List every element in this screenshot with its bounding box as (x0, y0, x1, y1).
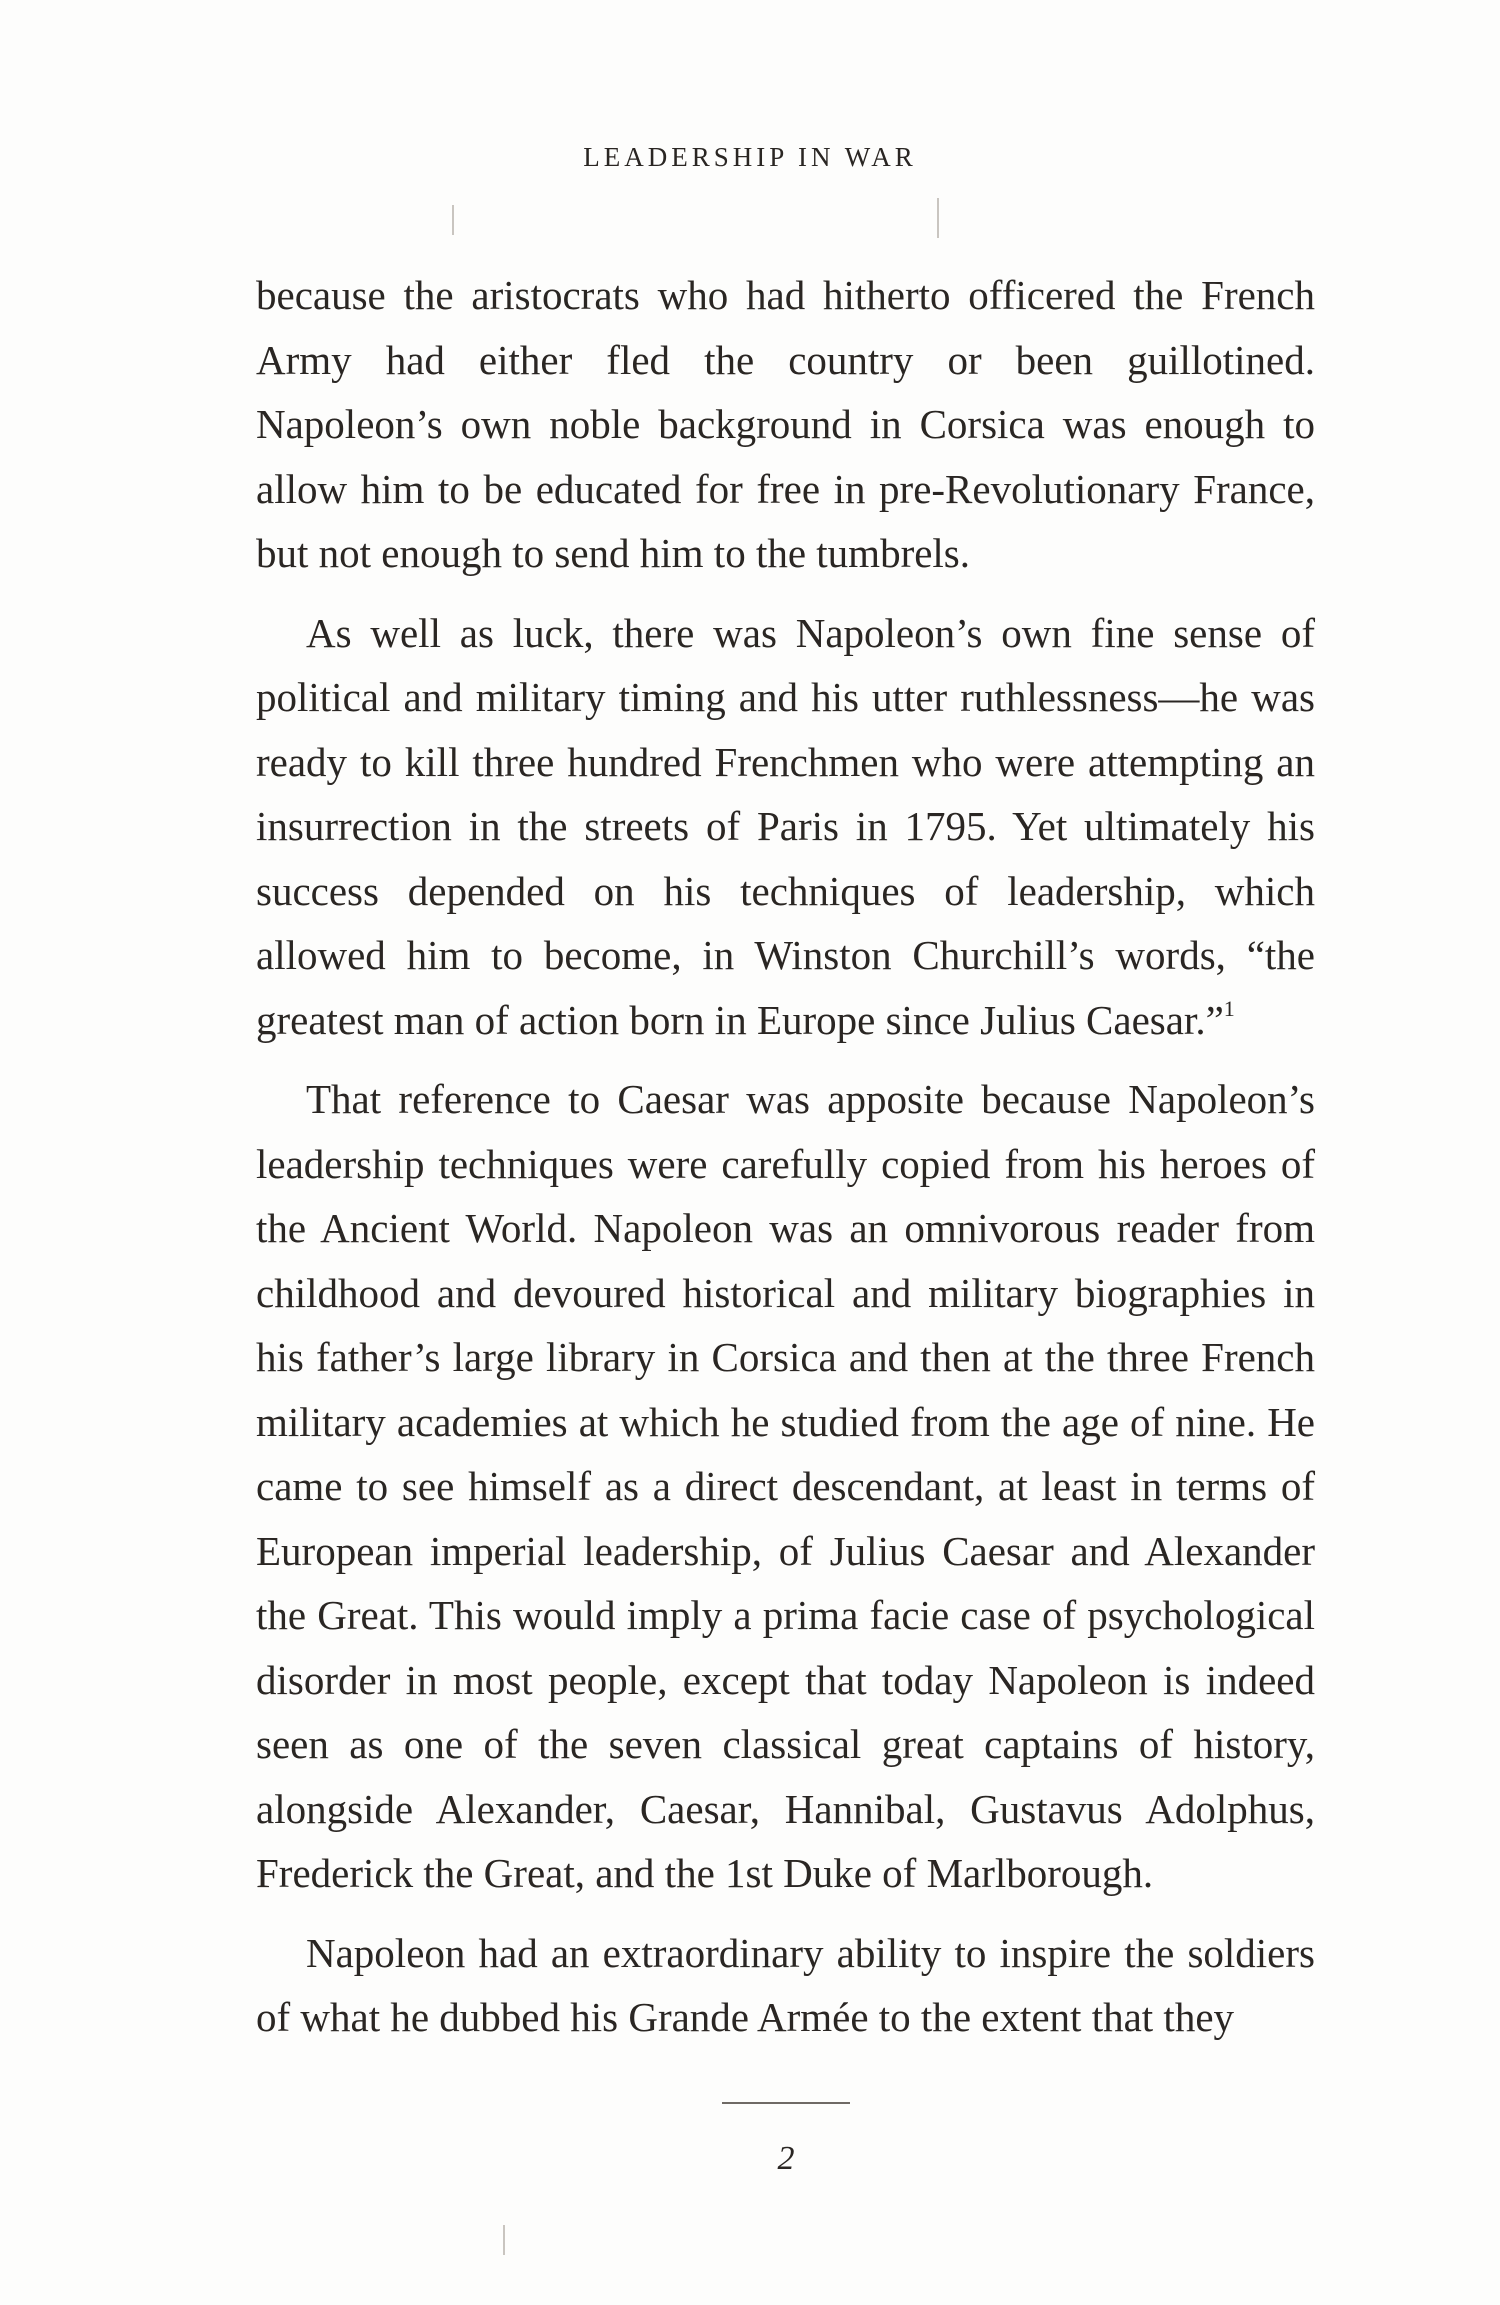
paragraph-2-text: As well as luck, there was Napoleon’s own fine sense of political and military timing and his utter ruthlessness—he was ready to kill three hundred Frenchmen who were attempting an insurrection in the streets of Paris in 1795. Yet ultimately his success depended on his techniques of leadership, which allowed him to become, in Winston Churchill’s words, “the greatest man of action born in Europe since Julius Caesar.” (256, 609, 1315, 1043)
scan-artifact (937, 198, 939, 238)
paragraph-4-text: Napoleon had an extraordinary ability to inspire the soldiers of what he dubbed his Grande Armée to the extent that they (256, 1929, 1315, 2040)
scan-artifact (503, 2225, 505, 2255)
page-number: 2 (777, 2140, 795, 2177)
footnote-ref-1[interactable]: 1 (1223, 995, 1235, 1021)
paragraph-3 (256, 1067, 1315, 1906)
footer-rule (722, 2102, 850, 2104)
scan-artifact (452, 205, 454, 235)
paragraph-2 (256, 601, 1315, 1053)
paragraph-3-text: That reference to Caesar was apposite because Napoleon’s leadership techniques were carefully copied from his heroes of the Ancient World. Napoleon was an omnivorous reader from childhood and devoured historical and military biographies in his father’s large library in Corsica and then at the three French military academies at which he studied from the age of nine. He came to see himself as a direct descendant, at least in terms of European imperial leadership, of Julius Caesar and Alexander the Great. This would imply a prima facie case of psychological disorder in most people, except that today Napoleon is indeed seen as one of the seven classical great captains of history, alongside Alexander, Caesar, Hannibal, Gustavus Adolphus, Frederick the Great, and the 1st Duke of Marlborough. (256, 1076, 1315, 1896)
paragraph-1-text: because the aristocrats who had hitherto officered the French Army had either fled the country or been guillotined. Napoleon’s own noble background in Corsica was enough to allow him to be educated for free in pre-Revolutionary France, but not enough to send him to the tumbrels. (256, 272, 1315, 576)
paragraph-1 (256, 263, 1315, 586)
paragraph-4 (256, 1921, 1315, 2050)
running-head: LEADERSHIP IN WAR (583, 142, 917, 172)
body-text (256, 263, 1315, 2065)
